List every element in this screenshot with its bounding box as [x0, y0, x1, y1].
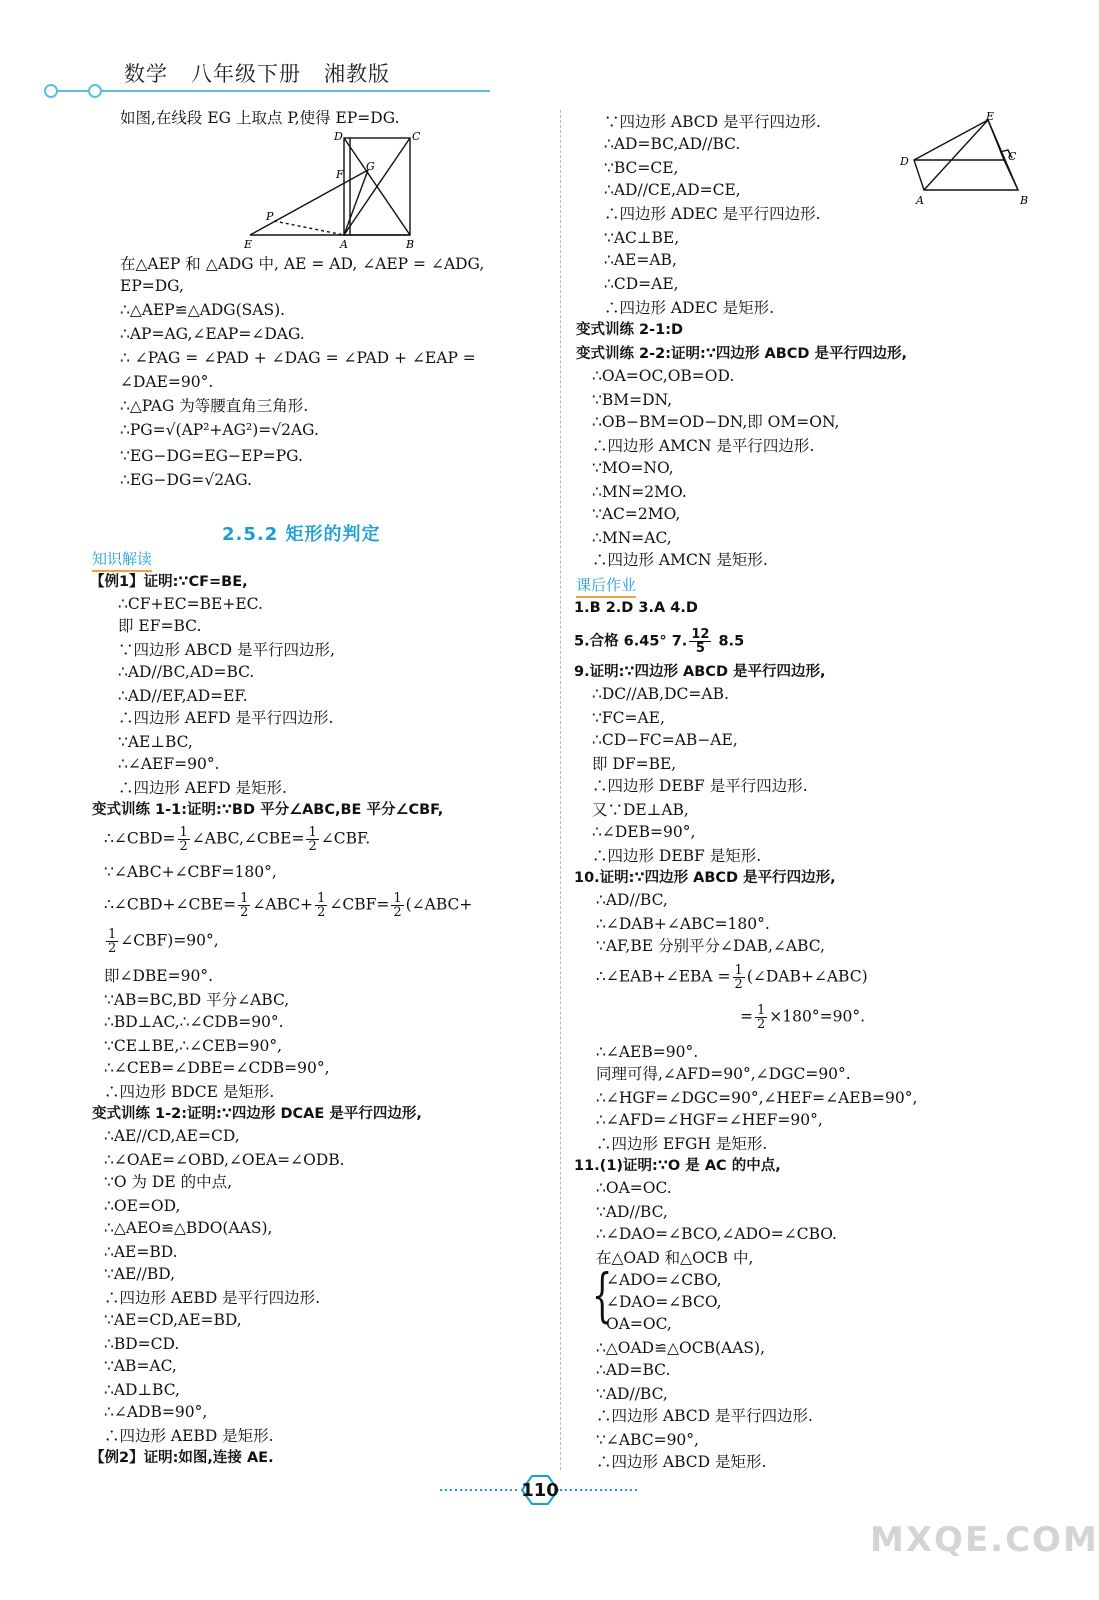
watermark: MXQE.COM — [870, 1520, 1099, 1560]
text-line: 10.证明:∵四边形 ABCD 是平行四边形, — [574, 870, 836, 886]
text-line — [104, 892, 472, 919]
text-line: ∴OA=OC,OB=OD. — [592, 367, 735, 385]
text-line: ∴AE=BD. — [104, 1243, 178, 1261]
text-line: ∵AE=CD,AE=BD, — [104, 1311, 242, 1329]
text-line: ∠DAE=90°. — [120, 373, 214, 391]
text-line: ∴∠AEF=90°. — [118, 755, 220, 773]
fraction — [755, 1004, 767, 1031]
text-line: ∴BD=CD. — [104, 1335, 180, 1353]
geometry-figure-1 — [240, 128, 430, 250]
text-line: ∴四边形 ABCD 是矩形. — [596, 1453, 767, 1471]
text-line: ∴∠AEB=90°. — [596, 1043, 699, 1061]
text-line: ∵AB=BC,BD 平分∠ABC, — [104, 991, 290, 1009]
text-line: ∴∠DAO=∠BCO,∠ADO=∠CBO. — [596, 1225, 837, 1243]
text-line: ∴CF+EC=BE+EC. — [118, 595, 263, 613]
fraction-num: 1 — [308, 825, 317, 840]
fraction — [391, 892, 403, 919]
text-line: ∵AD//BC, — [596, 1203, 668, 1221]
section-title: 2.5.2 矩形的判定 — [222, 524, 381, 545]
text-line — [104, 826, 370, 853]
text-line: 即∠DBE=90°. — [104, 967, 214, 985]
text-line: ∴四边形 BDCE 是矩形. — [104, 1083, 275, 1101]
text-line: ∴∠DAB+∠ABC=180°. — [596, 915, 770, 933]
text-line: ∴△OAD≌△OCB(AAS), — [596, 1339, 766, 1357]
fraction — [178, 826, 190, 853]
text-line: 在△AEP 和 △ADG 中, AE = AD, ∠AEP = ∠ADG, — [120, 255, 485, 273]
text-line: ∴∠AFD=∠HGF=∠HEF=90°, — [596, 1111, 823, 1129]
text-line: 9.证明:∵四边形 ABCD 是平行四边形, — [574, 664, 826, 680]
text-line: ∴OB−BM=OD−DN,即 OM=ON, — [592, 413, 840, 431]
text-line: ∴∠OAE=∠OBD,∠OEA=∠ODB. — [104, 1151, 345, 1169]
text-line: ∴EG−DG=√2AG. — [120, 471, 253, 489]
geometry-figure-2 — [896, 110, 1034, 210]
text-span: ×180°=90°. — [769, 1007, 865, 1026]
text-line: ∴CD=AE, — [604, 275, 679, 293]
text-span: ∴∠CBD= — [104, 829, 176, 848]
fraction-num: 1 — [734, 963, 743, 978]
figure-label: B — [406, 238, 415, 251]
text-line — [596, 964, 868, 991]
text-line: ∠ADO=∠CBO, — [606, 1271, 722, 1289]
text-line: ∵AB=AC, — [104, 1357, 177, 1375]
text-line: 变式训练 1-2:证明:∵四边形 DCAE 是平行四边形, — [92, 1106, 422, 1122]
text-line: ∴MN=AC, — [592, 529, 672, 547]
text-line: ∴CD−FC=AB−AE, — [592, 731, 738, 749]
text-line: 又∵DE⊥AB, — [592, 801, 689, 819]
fraction-num: 1 — [240, 891, 249, 906]
fraction-den: 2 — [308, 839, 317, 854]
header-title: 数学 八年级下册 湘教版 — [124, 62, 391, 86]
figure-label: D — [334, 130, 343, 143]
system-brace: { — [592, 1261, 613, 1329]
text-line: ∴MN=2MO. — [592, 483, 687, 501]
text-line: ∴四边形 AEBD 是平行四边形. — [104, 1289, 321, 1307]
text-span: 8.5 — [713, 633, 745, 650]
fraction-num: 1 — [179, 825, 188, 840]
text-line: 变式训练 2-2:证明:∵四边形 ABCD 是平行四边形, — [576, 346, 907, 362]
fraction-den: 2 — [108, 941, 117, 956]
text-line: ∵AD//BC, — [596, 1385, 668, 1403]
text-span: (∠ABC+ — [405, 895, 473, 914]
text-line: ∴AD=BC,AD//BC. — [604, 135, 741, 153]
text-line: ∴OA=OC. — [596, 1179, 672, 1197]
text-line: ∴∠CEB=∠DBE=∠CDB=90°, — [104, 1059, 330, 1077]
text-span: ∠ABC,∠CBE= — [191, 829, 305, 848]
text-line: ∵四边形 ABCD 是平行四边形. — [604, 113, 821, 131]
text-line: ∴AP=AG,∠EAP=∠DAG. — [120, 325, 305, 343]
answers-line — [574, 628, 744, 655]
text-line: 在△OAD 和△OCB 中, — [596, 1249, 754, 1267]
text-line: ∴PG=√(AP²+AG²)=√2AG. — [120, 421, 319, 439]
text-line: ∠DAO=∠BCO, — [606, 1293, 722, 1311]
text-line: EP=DG, — [120, 277, 184, 295]
text-line: ∴四边形 EFGH 是矩形. — [596, 1135, 768, 1153]
fraction — [238, 892, 250, 919]
text-line: ∵O 为 DE 的中点, — [104, 1173, 233, 1191]
text-line: ∴AD//EF,AD=EF. — [118, 687, 248, 705]
text-line: ∴四边形 AEBD 是矩形. — [104, 1427, 274, 1445]
figure-label: E — [986, 110, 995, 123]
text-line: ∵BC=CE, — [604, 159, 679, 177]
text-line: ∴△PAG 为等腰直角三角形. — [120, 397, 309, 415]
text-line: ∴四边形 ADEC 是矩形. — [604, 299, 775, 317]
fraction-num: 1 — [393, 891, 402, 906]
text-line: 变式训练 1-1:证明:∵BD 平分∠ABC,BE 平分∠CBF, — [92, 802, 444, 818]
figure-label: A — [916, 194, 924, 207]
fraction — [306, 826, 318, 853]
figure-label: P — [266, 210, 274, 223]
text-line: 即 EF=BC. — [118, 617, 202, 635]
fraction-den: 2 — [393, 905, 402, 920]
text-line: ∴△AEP≌△ADG(SAS). — [120, 301, 286, 319]
figure-label: G — [366, 160, 375, 173]
text-line: ∴DC//AB,DC=AB. — [592, 685, 729, 703]
text-line: ∴AD⊥BC, — [104, 1381, 180, 1399]
text-line: ∴四边形 ABCD 是平行四边形. — [596, 1407, 813, 1425]
text-span: 5.合格 6.45° 7. — [574, 633, 688, 650]
text-line: ∴∠ADB=90°, — [104, 1403, 208, 1421]
text-line: ∴AD=BC. — [596, 1361, 671, 1379]
figure-label: A — [340, 238, 348, 251]
text-line: ∴△AEO≌△BDO(AAS), — [104, 1219, 273, 1237]
text-line: ∴AE//CD,AE=CD, — [104, 1127, 240, 1145]
text-line: ∵∠ABC+∠CBF=180°, — [104, 863, 277, 881]
text-line: ∴OE=OD, — [104, 1197, 181, 1215]
fraction — [689, 628, 711, 655]
text-line: 变式训练 2-1:D — [576, 322, 684, 338]
text-line: ∴四边形 AMCN 是矩形. — [592, 551, 768, 569]
text-line: ∵∠ABC=90°, — [596, 1431, 699, 1449]
text-span: ∠CBF)=90°, — [120, 931, 219, 950]
text-span: ∠CBF. — [320, 829, 371, 848]
column-divider — [560, 110, 561, 1470]
text-line: 即 DF=BE, — [592, 755, 677, 773]
text-line: ∵EG−DG=EG−EP=PG. — [120, 447, 303, 465]
text-line: ∴四边形 AEFD 是平行四边形. — [118, 709, 334, 727]
text-span: = — [740, 1007, 753, 1026]
fraction-den: 2 — [317, 905, 326, 920]
figure-label: E — [244, 238, 253, 251]
figure-label: C — [1008, 150, 1017, 163]
figure-label: D — [900, 155, 909, 168]
text-line — [740, 1004, 865, 1031]
fraction-den: 5 — [695, 641, 705, 656]
text-line: 11.(1)证明:∵O 是 AC 的中点, — [574, 1158, 781, 1174]
text-line: ∴AE=AB, — [604, 251, 677, 269]
section-tag-knowledge: 知识解读 — [92, 548, 152, 572]
text-line: ∴四边形 AMCN 是平行四边形. — [592, 437, 815, 455]
text-span: ∴∠CBD+∠CBE= — [104, 895, 237, 914]
text-line: 【例2】证明:如图,连接 AE. — [90, 1450, 274, 1466]
figure-label: B — [1020, 194, 1029, 207]
header-rule-dot — [44, 84, 58, 98]
text-line: ∵四边形 ABCD 是平行四边形, — [118, 641, 335, 659]
text-line: 同理可得,∠AFD=90°,∠DGC=90°. — [596, 1065, 851, 1083]
text-line: OA=OC, — [606, 1315, 672, 1333]
text-span: ∠ABC+ — [252, 895, 314, 914]
header-rule — [52, 90, 490, 92]
text-line: ∵MO=NO, — [592, 459, 674, 477]
fraction — [315, 892, 327, 919]
text-line: ∵AF,BE 分别平分∠DAB,∠ABC, — [596, 937, 825, 955]
fraction-num: 1 — [108, 927, 117, 942]
fraction-num: 12 — [691, 627, 710, 642]
text-line: ∴∠DEB=90°, — [592, 823, 696, 841]
text-line: ∵CE⊥BE,∴∠CEB=90°, — [104, 1037, 283, 1055]
figure-label: F — [336, 168, 344, 181]
text-line: ∴BD⊥AC,∴∠CDB=90°. — [104, 1013, 284, 1031]
text-line: ∴ ∠PAG = ∠PAD + ∠DAG = ∠PAD + ∠EAP = — [120, 349, 476, 367]
text-line: ∵AE⊥BC, — [118, 733, 193, 751]
text-line: ∴AD//CE,AD=CE, — [604, 181, 741, 199]
text-line: ∵AC⊥BE, — [604, 229, 680, 247]
text-line: 如图,在线段 EG 上取点 P,使得 EP=DG. — [120, 109, 400, 127]
text-span: ∠CBF= — [329, 895, 390, 914]
text-line: ∵FC=AE, — [592, 709, 665, 727]
fraction-num: 1 — [317, 891, 326, 906]
text-line: ∴四边形 DEBF 是矩形. — [592, 847, 762, 865]
page-number: 110 — [521, 1480, 559, 1501]
fraction-den: 2 — [179, 839, 188, 854]
fraction-den: 2 — [757, 1017, 766, 1032]
fraction-den: 2 — [734, 977, 743, 992]
fraction-num: 1 — [757, 1003, 766, 1018]
text-line: ∵AC=2MO, — [592, 505, 681, 523]
answers-line: 1.B 2.D 3.A 4.D — [574, 600, 698, 616]
text-line — [104, 928, 219, 955]
text-line: ∴四边形 DEBF 是平行四边形. — [592, 777, 808, 795]
section-tag-homework: 课后作业 — [576, 574, 636, 598]
text-line: ∴∠HGF=∠DGC=90°,∠HEF=∠AEB=90°, — [596, 1089, 918, 1107]
fraction — [106, 928, 118, 955]
text-line: ∵AE//BD, — [104, 1265, 176, 1283]
fraction-den: 2 — [240, 905, 249, 920]
text-line: ∴AD//BC,AD=BC. — [118, 663, 255, 681]
text-line: ∵BM=DN, — [592, 391, 673, 409]
fraction — [733, 964, 745, 991]
header-rule-dot — [88, 84, 102, 98]
figure-label: C — [412, 130, 421, 143]
text-span: ∴∠EAB+∠EBA = — [596, 967, 731, 986]
text-line: ∴四边形 AEFD 是矩形. — [118, 779, 287, 797]
text-line: 【例1】证明:∵CF=BE, — [90, 574, 248, 590]
text-line: ∴四边形 ADEC 是平行四边形. — [604, 205, 821, 223]
text-line: ∴AD//BC, — [596, 891, 668, 909]
text-span: (∠DAB+∠ABC) — [746, 967, 868, 986]
